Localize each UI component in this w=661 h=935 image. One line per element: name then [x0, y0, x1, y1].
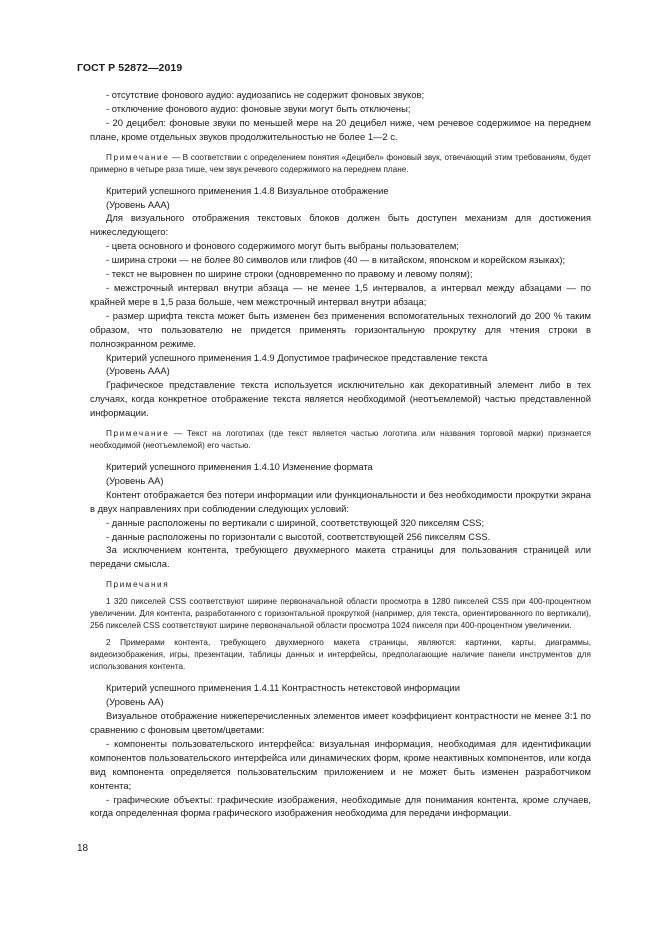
note-text: — В соответствии с определением понятия «Децибел» фоновый звук, отвечающий этим требованиям, будет примерно в четыре раза тише, чем звук речевого содержимого на переднем плане. [90, 152, 591, 174]
list-item: - данные расположены по вертикали с шириной, соответствующей 320 пикселям CSS; [106, 516, 485, 528]
note-label: Примечание [106, 152, 170, 162]
list-item: - межстрочный интервал внутри абзаца — не менее 1,5 интервалов, а интервал между абзацами — по крайней мере в 1,5 раза больше, чем межстрочный интервал внутри абзаца; [90, 281, 591, 307]
document-body [90, 88, 591, 820]
note-paragraph [90, 152, 591, 176]
list-item: - отсутствие фонового аудио: аудиозапись не содержит фоновых звуков; [106, 89, 425, 100]
notes-heading: Примечания [106, 580, 170, 590]
criterion-level: (Уровень АА) [106, 696, 164, 708]
criterion-level: (Уровень АА) [106, 474, 164, 486]
criterion-heading: Критерий успешного применения 1.4.8 Визуальное отображение [106, 184, 389, 196]
criterion-heading: Критерий успешного применения 1.4.11 Контрастность нетекстовой информации [106, 682, 460, 694]
note-item: 2 Примерами контента, требующего двухмерного макета страницы, являются: картинки, карты, диаграммы, видеоизображения, игры, презентации, таблицы данных и интерфейсы, предполагающие наличие панели инструментов для использования контента. [90, 638, 591, 672]
body-paragraph: За исключением контента, требующего двухмерного макета страницы для пользования страницей или передачи смысла. [90, 544, 591, 570]
note-label: Примечание [106, 429, 170, 439]
document-header: ГОСТ Р 52872—2019 [77, 62, 183, 74]
list-item: - компоненты пользовательского интерфейса: визуальная информация, необходимая для идентификации компонентов пользовательского интерфейса или динамических форм, кроме неактивных компонентов, или когда вид компонента определяется пользовательским приложением и не может быть изменен разработчиком контента; [90, 737, 591, 791]
body-paragraph: Графическое представление текста используется исключительно как декоративный элемент либо в тех случаях, когда конкретное отображение текста является необходимой (неотъемлемой) частью представленной информации. [90, 379, 591, 419]
list-item: - данные расположены по горизонтали с высотой, соответствующей 256 пикселям CSS. [106, 530, 491, 542]
list-item: - ширина строки — не более 80 символов или глифов (40 — в китайском, японском и корейском языках); [106, 254, 566, 266]
body-paragraph: Контент отображается без потери информации или функциональности и без необходимости прокрутки экрана в двух направлениях при соблюдении следующих условий: [90, 488, 591, 514]
note-text: — Текст на логотипах (где текст является частью логотипа или названия торговой марки) признается необходимой (неотъемлемой) его частью. [90, 429, 591, 451]
criterion-level: (Уровень ААА) [106, 198, 170, 210]
criterion-heading: Критерий успешного применения 1.4.10 Изменение формата [106, 461, 373, 473]
list-item: - 20 децибел: фоновые звуки по меньшей мере на 20 децибел ниже, чем речевое содержимое на переднем плане, кроме отдельных звуков продолжительностью не более 1—2 с. [90, 116, 591, 142]
list-item: - отключение фонового аудио: фоновые звуки могут быть отключены; [106, 102, 411, 114]
criterion-heading: Критерий успешного применения 1.4.9 Допустимое графическое представление текста [106, 351, 488, 363]
body-paragraph: Для визуального отображения текстовых блоков должен быть доступен механизм для достижения нижеследующего: [90, 212, 591, 238]
note-item: 1 320 пикселей CSS соответствуют ширине первоначальной области просмотра в 1280 пикселей CSS при 400-процентном увеличении. Для контента, разработанного с горизонтальной прокруткой (например, для текста, ориентированного по вертикали), 256 пикселей CSS соответствуют ширине первоначальной области просмотра 1024 пикселя при 400-процентном увеличении. [90, 597, 591, 631]
list-item: - текст не выровнен по ширине строки (одновременно по правому и левому полям); [106, 268, 473, 280]
body-paragraph: Визуальное отображение нижеперечисленных элементов имеет коэффициент контрастности не менее 3:1 по сравнению с фоновым цветом/цветами: [90, 710, 591, 735]
criterion-level: (Уровень ААА) [106, 365, 170, 377]
note-paragraph [90, 428, 591, 452]
list-item: - цвета основного и фонового содержимого могут быть выбраны пользователем; [106, 240, 459, 252]
page-number: 18 [77, 843, 89, 854]
list-item: - графические объекты: графические изображения, необходимые для понимания контента, кроме случаев, когда определенная форма графического изображения необходима для передачи информации. [90, 793, 591, 819]
list-item: - размер шрифта текста может быть изменен без применения вспомогательных технологий до 200 % таким образом, что пользователю не придется применять горизонтальную прокрутку для чтения строки в полноэкранном режиме. [90, 309, 591, 349]
